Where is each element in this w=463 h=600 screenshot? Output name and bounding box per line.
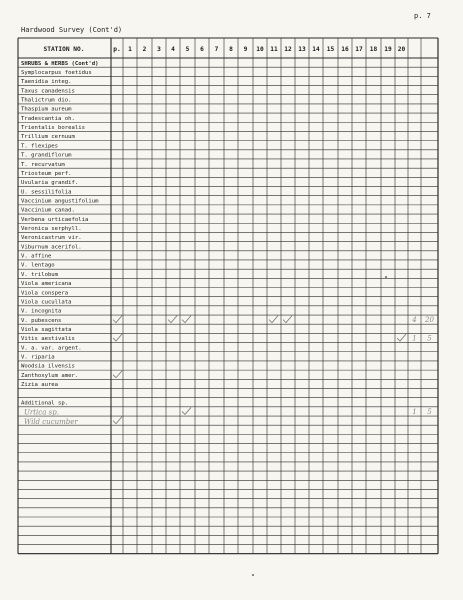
- station-column-header: 10: [256, 46, 264, 53]
- handwritten-entry: Wild cucumber: [24, 417, 78, 426]
- check-mark: [397, 334, 406, 341]
- station-column-header: 1: [128, 46, 132, 53]
- species-name: V. incognita: [21, 308, 62, 315]
- species-name: Triosteum perf.: [21, 170, 72, 177]
- page-number: p. 7: [414, 12, 431, 20]
- species-name: Verbena urticaefolia: [21, 216, 89, 223]
- species-name: Vaccinium angustifolium: [21, 198, 99, 205]
- station-column-header: 3: [157, 46, 161, 53]
- species-name: T. flexipes: [21, 143, 59, 150]
- species-name: Viburnum acerifol.: [21, 244, 82, 251]
- handwritten-count: 1: [412, 334, 417, 343]
- species-name: V. a. var. argent.: [21, 345, 82, 352]
- species-name: Uvularia grandif.: [21, 180, 79, 187]
- species-name: V. riparia: [21, 354, 55, 361]
- station-column-header: 15: [326, 46, 335, 53]
- station-column-header: p.: [113, 46, 121, 53]
- check-mark: [113, 417, 122, 424]
- species-name: T. recurvatum: [21, 161, 65, 168]
- station-column-header: 13: [298, 46, 306, 53]
- station-column-header: 5: [185, 46, 190, 53]
- station-column-header: 7: [214, 46, 219, 53]
- station-column-header: 2: [142, 46, 147, 53]
- species-name: Woodsia ilvensis: [21, 363, 75, 370]
- species-name: T. grandiflorum: [21, 152, 72, 159]
- check-mark: [283, 316, 292, 323]
- species-name: Taxus canadensis: [21, 88, 75, 95]
- page-title: Hardwood Survey (Cont'd): [21, 26, 123, 34]
- station-column-header: 4: [171, 46, 175, 53]
- species-name: Viola sagittata: [21, 327, 72, 333]
- species-name: Thaspium aureum: [21, 106, 72, 113]
- species-name: Trillium cernuum: [21, 134, 75, 141]
- species-name: Viola conspera: [21, 290, 69, 297]
- check-mark: [269, 316, 278, 323]
- check-mark: [113, 371, 122, 378]
- species-name: Tradescantia oh.: [21, 115, 75, 122]
- species-name: Vaccinium canad.: [21, 207, 75, 214]
- station-column-header: 11: [270, 46, 278, 53]
- handwritten-count: 5: [427, 334, 432, 343]
- handwritten-count: 20: [425, 316, 434, 325]
- check-mark: [113, 316, 122, 323]
- station-column-header: 9: [243, 46, 248, 53]
- species-name: Zanthoxylum amer.: [21, 372, 79, 379]
- species-name: V. pubescens: [21, 317, 62, 324]
- handwritten-entry: Urtica sp.: [24, 408, 59, 417]
- species-name: Zizia aurea: [21, 382, 59, 389]
- station-column-header: 8: [229, 46, 233, 53]
- station-column-header: 20: [397, 46, 406, 53]
- species-name: V. lentago: [21, 262, 55, 269]
- station-number-header: STATION NO.: [43, 46, 85, 53]
- check-mark: [182, 407, 191, 414]
- species-name: Taenidia integ.: [21, 79, 72, 86]
- station-column-header: 19: [384, 46, 392, 53]
- species-name: Trientalis borealis: [21, 125, 85, 132]
- station-column-header: 6: [200, 46, 204, 53]
- station-column-header: 14: [312, 46, 320, 53]
- species-name: Veronicastrum vir.: [21, 235, 82, 242]
- station-column-header: 18: [369, 46, 378, 53]
- species-name: Thalictrum dio.: [21, 97, 72, 104]
- handwritten-count: 5: [427, 407, 432, 416]
- handwritten-count: 1: [412, 407, 417, 416]
- station-column-header: 17: [355, 46, 363, 53]
- species-name: Viola cucullata: [21, 299, 72, 306]
- species-name: Viola americana: [21, 281, 72, 288]
- check-mark: [168, 316, 177, 323]
- species-name: Veronica serphyll.: [21, 226, 82, 233]
- species-name: V. affine: [21, 253, 52, 260]
- station-column-header: 12: [284, 46, 292, 53]
- species-name: U. sessilifolia: [21, 189, 72, 196]
- handwritten-count: 4: [412, 316, 417, 325]
- species-name: V. trilobum: [21, 271, 59, 278]
- species-name: Symplocarpus foetidus: [21, 69, 92, 76]
- station-column-header: 16: [341, 46, 349, 53]
- section-label: SHRUBS & HERBS (Cont'd): [21, 60, 99, 67]
- check-mark: [182, 316, 191, 323]
- species-name: Vitis aestivalis: [21, 336, 75, 343]
- check-mark: [113, 334, 122, 341]
- additional-species-label: Additional sp.: [21, 400, 69, 407]
